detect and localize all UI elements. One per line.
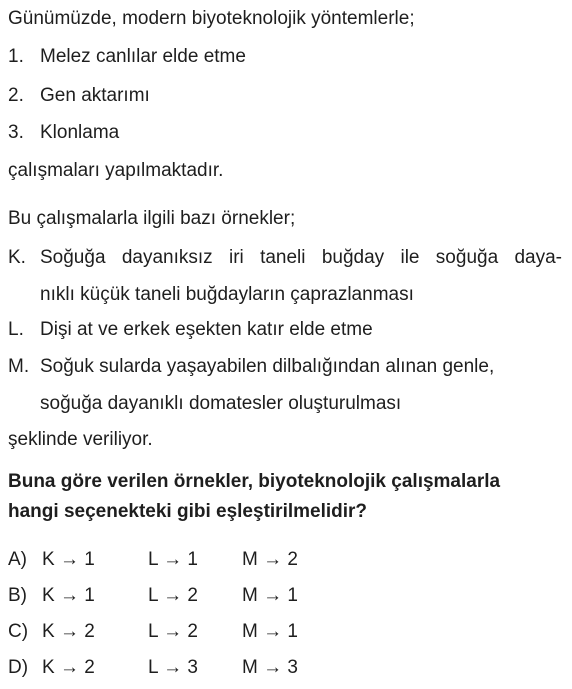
method-label: Melez canlılar elde etme [40,46,246,67]
option-m-match: M → 1 [242,585,298,606]
method-number: 2. [8,85,24,106]
option-k-match: K → 2 [42,621,95,642]
question-stem-line-2: hangi seçenekteki gibi eşleştirilmelidir? [8,501,368,522]
option-l-match: L → 2 [148,585,198,606]
method-number: 1. [8,46,24,67]
option-letter: B) [8,585,27,606]
example-m-line-2: soğuğa dayanıklı domatesler oluşturulması [40,393,402,414]
methods-tail-text: çalışmaları yapılmaktadır. [8,160,224,181]
option-letter: D) [8,657,29,678]
examples-intro-text: Bu çalışmalarla ilgili bazı örnekler; [8,208,296,229]
option-letter: A) [8,549,27,570]
option-k-match: K → 1 [42,585,95,606]
option-m-match: M → 1 [242,621,298,642]
example-line-1: Dişi at ve erkek eşekten katır elde etme [40,319,373,340]
example-k-line-2: nıklı küçük taneli buğdayların çaprazlanması [40,284,414,305]
example-letter: M. [8,356,30,377]
examples-tail-text: şeklinde veriliyor. [8,429,153,450]
option-m-match: M → 2 [242,549,298,570]
option-m-match: M → 3 [242,657,298,678]
option-k-match: K → 2 [42,657,95,678]
option-l-match: L → 3 [148,657,198,678]
example-letter: K. [8,247,26,268]
example-letter: L. [8,319,24,340]
option-l-match: L → 2 [148,621,198,642]
example-line-1: Soğuk sularda yaşayabilen dilbalığından alınan genle, [40,356,495,377]
question-stem-line-1: Buna göre verilen örnekler, biyoteknolojik çalışmalarla [8,471,501,492]
option-letter: C) [8,621,29,642]
method-label: Gen aktarımı [40,85,150,106]
intro-text: Günümüzde, modern biyoteknolojik yöntemlerle; [8,8,415,29]
method-label: Klonlama [40,122,120,143]
option-l-match: L → 1 [148,549,198,570]
method-number: 3. [8,122,24,143]
example-line-1: Soğuğa dayanıksız iri taneli buğday ile soğuğa daya- [40,247,562,268]
option-k-match: K → 1 [42,549,95,570]
